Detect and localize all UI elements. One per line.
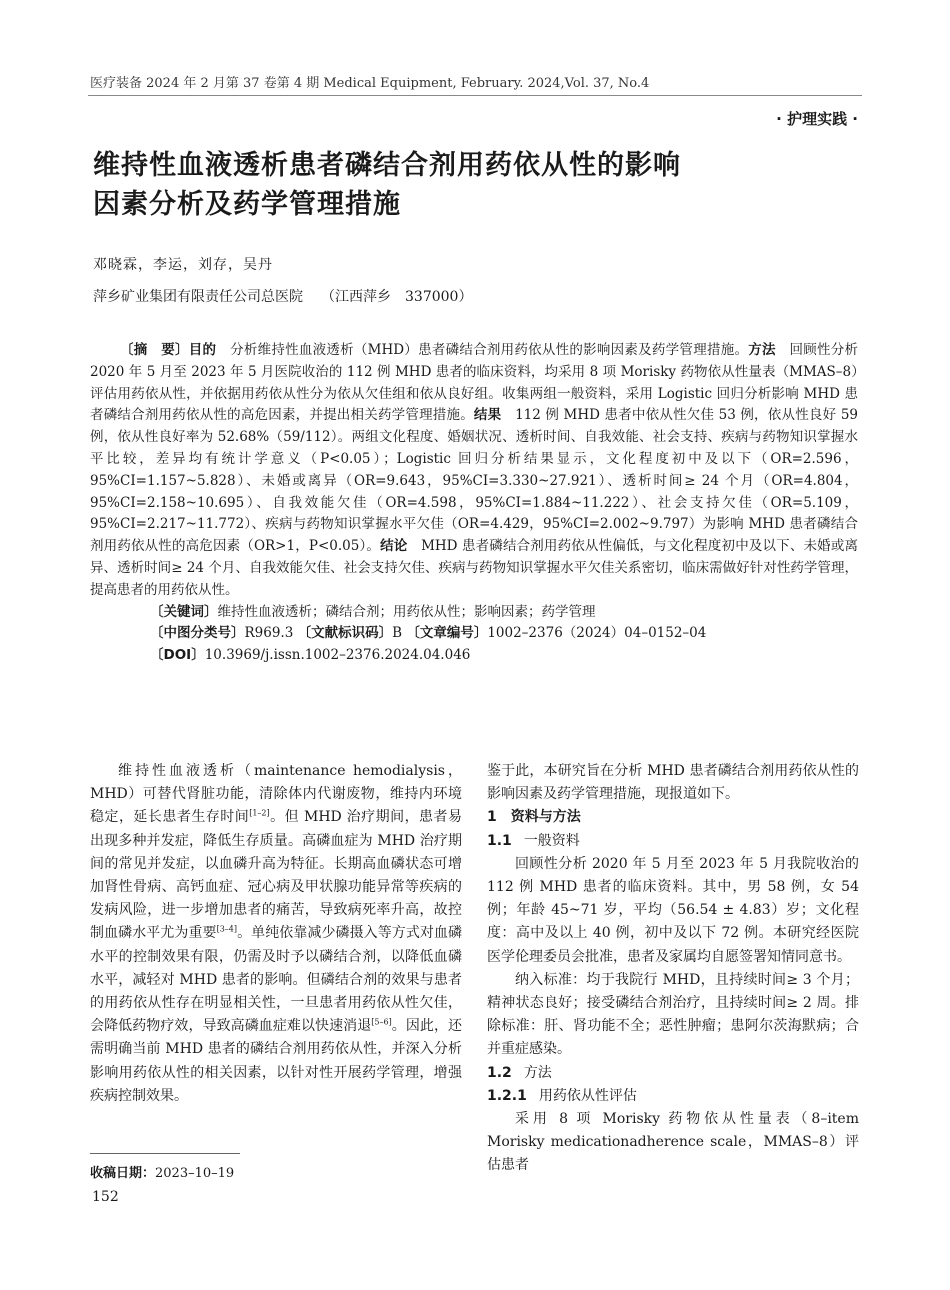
citation-1-2: [1–2] [249, 808, 270, 818]
authors: 邓晓霖，李运，刘存，吴丹 [93, 257, 273, 273]
abstract [90, 340, 858, 667]
abstract-body [90, 340, 858, 602]
conclusion-text: MHD 患者磷结合剂用药依从性偏低，与文化程度初中及以下、未婚或离异、透析时间≥ 24 个月、自我效能欠佳、社会支持欠佳、疾病与药物知识掌握水平欠佳关系密切，临床需做好针对性药学管理，提高患者的用药依从性。 [90, 538, 858, 598]
methods-text: 回顾性分析 2020 年 5 月至 2023 年 5 月医院收治的 112 例 MHD 患者的临床资料，均采用 8 项 Morisky 药物依从性量表（MMAS–8）评估用药依从性，并依据用药依从性分为依从欠佳组和依从良好组。收集两组一般资料，采用 Logistic 回归分析影响 MHD 患者磷结合剂用药依从性的高危因素，并提出相关药学管理措施。 [90, 342, 859, 424]
conclusion-label: 结论 [380, 538, 408, 555]
results-text: 112 例 MHD 患者中依从性欠佳 53 例，依从性良好 59 例，依从性良好率为 52.68%（59/112）。两组文化程度、婚姻状况、透析时间、自我效能、社会支持、疾病与药物知识掌握水平比较，差异均有统计学意义（P<0.05）；Logistic 回归分析结果显示，文化程度初中及以下（OR=2.596，95%CI=1.157~5.828）、未婚或离异（OR=9.643，95%CI=3.330~27.921）、透析时间≥ 24 个月（OR=4.804，95%CI=2.158~10.695）、自我效能欠佳（OR=4.598，95%CI=1.884~11.222）、社会支持欠佳（OR=5.109，95%CI=2.217~11.772）、疾病与药物知识掌握水平欠佳（OR=4.429，95%CI=2.002~9.797）为影响 MHD 患者磷结合剂用药依从性的高危因素（OR>1，P<0.05）。 [90, 407, 859, 555]
heading-materials-methods: 1 资料与方法 [487, 809, 581, 826]
heading-adherence-assessment [487, 1085, 859, 1108]
doc-code-value: B [392, 625, 403, 642]
abstract-label: 〔摘 要〕 [120, 342, 189, 358]
intro-text-3: 。单纯依靠减少磷摄入等方式对血磷水平的控制效果有限，仍需及时予以磷结合剂，以降低血磷水平，减轻对 MHD 患者的影响。但磷结合剂的效果与患者的用药依从性存在明显相关性，一旦患者用药依从性欠佳，会降低药物疗效，导致高磷血症难以快速消退 [90, 925, 463, 1035]
results-label: 结果 [473, 407, 502, 424]
heading-1-1-number: 1.1 [487, 832, 512, 849]
heading-1-1-text: 一般资料 [523, 832, 580, 849]
clc-value: R969.3 [244, 625, 294, 642]
page-number: 152 [92, 1189, 119, 1205]
article-no-value: 1002–2376（2024）04–0152–04 [487, 625, 707, 642]
doi-label: 〔DOI〕 [150, 647, 205, 664]
article-no-label: 〔文章编号〕 [406, 625, 488, 642]
intro-text-4: 。因此，还需明确当前 MHD 患者的磷结合剂用药依从性，并深入分析影响用药依从性的相关因素，以针对性开展药学管理，增强疾病控制效果。 [90, 1018, 463, 1104]
intro-text-1: 维持性血液透析（maintenance hemodialysis，MHD）可替代肾脏功能，清除体内代谢废物，维持内环境稳定，延长患者生存时间 [90, 763, 462, 826]
title-line-2: 因素分析及药学管理措施 [93, 189, 401, 220]
general-data-paragraph: 回顾性分析 2020 年 5 月至 2023 年 5 月我院收治的 112 例 MHD 患者的临床资料。其中，男 58 例，女 54 例；年龄 45~71 岁，平均（56.54 ± 4.83）岁；文化程度：高中及以上 40 例，初中及以下 72 例。本研究经医院医学伦理委员会批准，患者及家属均自愿签署知情同意书。 [487, 855, 859, 965]
affiliation [93, 286, 472, 306]
header-rule [88, 95, 862, 96]
footnote-rule [90, 1153, 240, 1154]
objective-label: 目的 [188, 342, 217, 358]
intro-continuation: 鉴于此，本研究旨在分析 MHD 患者磷结合剂用药依从性的影响因素及药学管理措施，现报道如下。 [487, 763, 859, 803]
citation-3-4: [3–4] [216, 924, 237, 934]
left-column [90, 760, 462, 1108]
clc-label: 〔中图分类号〕 [150, 625, 245, 642]
citation-5-6: [5–6] [371, 1017, 392, 1027]
intro-text-2: 。但 MHD 治疗期间，患者易出现多种并发症，降低生存质量。高磷血症为 MHD 治疗期间的常见并发症，以血磷升高为特征。长期高血磷状态可增加肾性骨病、高钙血症、冠心病及甲状腺功能异常等疾病的发病风险，进一步增加患者的痛苦，导致病死率升高，故控制血磷水平尤为重要 [90, 809, 462, 942]
heading-1-2-1-text: 用药依从性评估 [538, 1087, 637, 1104]
classification-line [90, 623, 858, 645]
journal-header: 医疗装备 2024 年 2 月第 37 卷第 4 期 Medical Equipment, February. 2024,Vol. 37, No.4 [90, 76, 650, 91]
keywords-text: 维持性血液透析；磷结合剂；用药依从性；影响因素；药学管理 [217, 603, 596, 620]
affiliation-org: 萍乡矿业集团有限责任公司总医院 [93, 289, 303, 305]
doi-value: 10.3969/j.issn.1002–2376.2024.04.046 [204, 647, 471, 664]
doc-code-label: 〔文献标识码〕 [297, 625, 393, 642]
keywords-line [90, 602, 858, 624]
title-line-1: 维持性血液透析患者磷结合剂用药依从性的影响 [93, 150, 681, 181]
heading-1-2-1-number: 1.2.1 [487, 1087, 527, 1104]
received-label: 收稿日期： [90, 1166, 156, 1181]
criteria-paragraph: 纳入标准：均于我院行 MHD，且持续时间≥ 3 个月；精神状态良好；接受磷结合剂治疗，且持续时间≥ 2 周。排除标准：肝、肾功能不全；恶性肿瘤；患阿尔茨海默病；合并重症感染。 [487, 971, 859, 1058]
heading-methods [487, 1062, 859, 1085]
assessment-paragraph: 采用 8 项 Morisky 药物依从性量表（8–item Morisky medicationadherence scale，MMAS–8）评估患者 [487, 1111, 859, 1174]
heading-1-2-number: 1.2 [487, 1064, 512, 1081]
heading-general-data [487, 830, 859, 853]
article-title [93, 146, 813, 224]
affiliation-location: （江西萍乡 337000） [321, 289, 473, 305]
received-date [90, 1162, 234, 1181]
received-value: 2023–10–19 [155, 1166, 235, 1181]
heading-1-2-text: 方法 [523, 1064, 552, 1081]
keywords-label: 〔关键词〕 [150, 603, 218, 620]
methods-label: 方法 [748, 342, 776, 358]
objective-text: 分析维持性血液透析（MHD）患者磷结合剂用药依从性的影响因素及药学管理措施。 [216, 342, 749, 358]
intro-paragraph [90, 760, 462, 1108]
section-tag: · 护理实践 · [776, 110, 858, 128]
doi-line [90, 645, 858, 667]
right-column [487, 760, 859, 1178]
